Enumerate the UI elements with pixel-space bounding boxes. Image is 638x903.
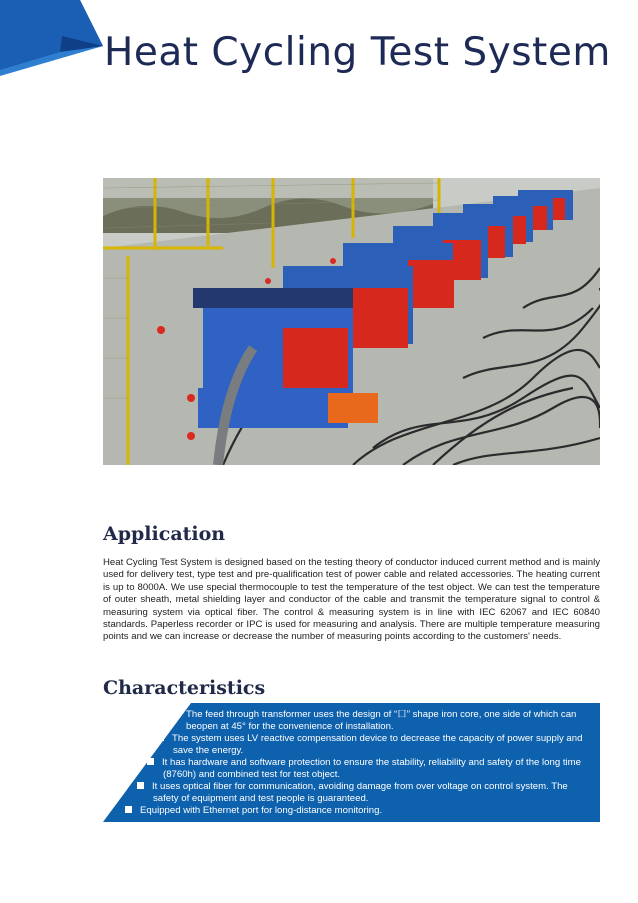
list-item: It uses optical fiber for communication, avoiding damage from over voltage on control system. The bbox=[137, 781, 568, 793]
characteristics-heading: Characteristics bbox=[103, 677, 266, 699]
list-item-continuation: beopen at 45° for the convenience of installation. bbox=[186, 721, 394, 732]
application-heading: Application bbox=[103, 523, 226, 545]
list-item-continuation: (8760h) and combined test for test object. bbox=[163, 769, 341, 780]
list-item: Equipped with Ethernet port for long-distance monitoring. bbox=[125, 805, 382, 817]
list-item: The system uses LV reactive compensation device to decrease the capacity of power supply and bbox=[157, 733, 582, 745]
list-item-continuation: safety of equipment and test people is guaranteed. bbox=[153, 793, 369, 804]
list-item-continuation: save the energy. bbox=[173, 745, 244, 756]
application-body: Heat Cycling Test System is designed based on the testing theory of conductor induced current method and is mainly used for delivery test, type test and pre-qualification test of power cable and related accessories. The heating current is up to 8000A. We use special thermocouple to test the temperature of the test object. We can test the temperature of outer sheath, metal shielding layer and conductor of the cable and transmit the temperature signal to control & measuring system via optical fiber. The control & measuring system is in line with IEC 62067 and IEC 60840 standards. Paperless recorder or IPC is used for measuring and analysis. There are multiple temperature measuring points and we can increase or decrease the number of measuring points according to the customers' needs. bbox=[103, 557, 600, 643]
list-item: The feed through transformer uses the design of “口” shape iron core, one side of which can bbox=[171, 709, 576, 721]
page-title: Heat Cycling Test System bbox=[104, 30, 611, 75]
list-item: It has hardware and software protection to ensure the stability, reliability and safety of the long time bbox=[147, 757, 581, 769]
